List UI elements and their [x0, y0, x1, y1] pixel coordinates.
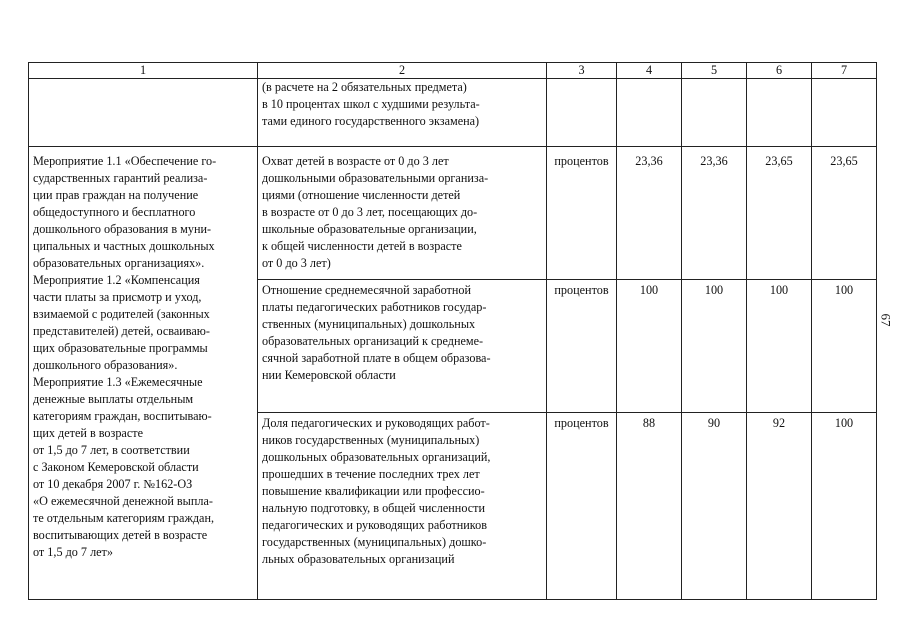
- continuation-col1: [29, 79, 258, 147]
- value-col7: 100: [812, 280, 877, 413]
- indicator-cell: [258, 413, 547, 600]
- continuation-col2: [258, 79, 547, 147]
- value-col5: 23,36: [682, 147, 747, 280]
- activity-line: Мероприятие 1.1 «Обеспечение го-: [33, 154, 217, 168]
- continuation-col5: [682, 79, 747, 147]
- continuation-col3: [547, 79, 617, 147]
- activity-line: взимаемой с родителей (законных: [33, 307, 210, 321]
- unit-cell: процентов: [547, 413, 617, 600]
- unit-cell: процентов: [547, 280, 617, 413]
- value-col6: 100: [747, 280, 812, 413]
- value-col4: 88: [617, 413, 682, 600]
- header-row: [29, 63, 877, 79]
- indicator-line: Доля педагогических и руководящих работ-: [262, 416, 490, 430]
- activity-line: с Законом Кемеровской области: [33, 460, 199, 474]
- indicator-line: дошкольными образовательными организа-: [262, 171, 489, 185]
- value-col6: 23,65: [747, 147, 812, 280]
- value-col7: 100: [812, 413, 877, 600]
- indicator-line: Отношение среднемесячной заработной: [262, 283, 472, 297]
- header-col-1: 1: [29, 63, 258, 79]
- indicator-line: повышение квалификации или профессио-: [262, 484, 485, 498]
- header-col-2: 2: [258, 63, 547, 79]
- indicators-table: [28, 62, 877, 600]
- activity-line: Мероприятие 1.3 «Ежемесячные: [33, 375, 203, 389]
- activity-line: образовательных организациях».: [33, 256, 205, 270]
- indicator-line: школьные образовательные организации,: [262, 222, 477, 236]
- activity-line: части платы за присмотр и уход,: [33, 290, 202, 304]
- indicator-line: нии Кемеровской области: [262, 368, 396, 382]
- activity-line: щих образовательные программы: [33, 341, 208, 355]
- unit-cell: процентов: [547, 147, 617, 280]
- continuation-line: (в расчете на 2 обязательных предмета): [262, 80, 467, 94]
- indicator-line: от 0 до 3 лет): [262, 256, 331, 270]
- activity-line: Мероприятие 1.2 «Компенсация: [33, 273, 200, 287]
- header-col-3: 3: [547, 63, 617, 79]
- activity-line: от 1,5 до 7 лет, в соответствии: [33, 443, 190, 457]
- activities-cell: [29, 147, 258, 600]
- activity-line: от 10 декабря 2007 г. №162-ОЗ: [33, 477, 193, 491]
- indicator-line: образовательных организаций к среднеме-: [262, 334, 484, 348]
- indicator-line: государственных (муниципальных) дошко-: [262, 535, 487, 549]
- header-col-7: 7: [812, 63, 877, 79]
- continuation-col7: [812, 79, 877, 147]
- table-row: [29, 147, 877, 280]
- indicator-cell: [258, 147, 547, 280]
- activity-line: «О ежемесячной денежной выпла-: [33, 494, 213, 508]
- activity-line: общедоступного и бесплатного: [33, 205, 196, 219]
- header-col-5: 5: [682, 63, 747, 79]
- activity-line: денежные выплаты отдельным: [33, 392, 194, 406]
- indicator-line: в возрасте от 0 до 3 лет, посещающих до-: [262, 205, 478, 219]
- indicator-cell: [258, 280, 547, 413]
- continuation-line: тами единого государственного экзамена): [262, 114, 480, 128]
- indicator-line: ников государственных (муниципальных): [262, 433, 480, 447]
- value-col6: 92: [747, 413, 812, 600]
- indicator-line: прошедших в течение последних трех лет: [262, 467, 480, 481]
- indicator-line: к общей численности детей в возрасте: [262, 239, 462, 253]
- activity-line: представителей) детей, осваиваю-: [33, 324, 210, 338]
- activity-line: воспитывающих детей в возрасте: [33, 528, 208, 542]
- indicator-line: циями (отношение численности детей: [262, 188, 461, 202]
- indicator-line: льных образовательных организаций: [262, 552, 455, 566]
- continuation-line: в 10 процентах школ с худшими результа-: [262, 97, 480, 111]
- indicator-line: педагогических и руководящих работников: [262, 518, 487, 532]
- indicator-line: сячной заработной плате в общем образова-: [262, 351, 491, 365]
- activity-line: от 1,5 до 7 лет»: [33, 545, 113, 559]
- activity-line: ципальных и частных дошкольных: [33, 239, 215, 253]
- value-col4: 100: [617, 280, 682, 413]
- continuation-row: [29, 79, 877, 147]
- activity-line: те отдельным категориям граждан,: [33, 511, 215, 525]
- continuation-col6: [747, 79, 812, 147]
- value-col5: 90: [682, 413, 747, 600]
- activity-line: дошкольного образования в муни-: [33, 222, 212, 236]
- indicator-line: нальную подготовку, в общей численности: [262, 501, 485, 515]
- activity-line: сударственных гарантий реализа-: [33, 171, 208, 185]
- value-col4: 23,36: [617, 147, 682, 280]
- indicator-line: ственных (муниципальных) дошкольных: [262, 317, 476, 331]
- indicator-line: платы педагогических работников государ-: [262, 300, 487, 314]
- activity-line: дошкольного образования».: [33, 358, 178, 372]
- indicator-line: Охват детей в возрасте от 0 до 3 лет: [262, 154, 449, 168]
- activity-line: ции прав граждан на получение: [33, 188, 199, 202]
- header-col-4: 4: [617, 63, 682, 79]
- activity-line: категориям граждан, воспитываю-: [33, 409, 212, 423]
- activity-line: щих детей в возрасте: [33, 426, 143, 440]
- page-number: 67: [878, 313, 894, 327]
- continuation-col4: [617, 79, 682, 147]
- value-col7: 23,65: [812, 147, 877, 280]
- indicator-line: дошкольных образовательных организаций,: [262, 450, 491, 464]
- value-col5: 100: [682, 280, 747, 413]
- header-col-6: 6: [747, 63, 812, 79]
